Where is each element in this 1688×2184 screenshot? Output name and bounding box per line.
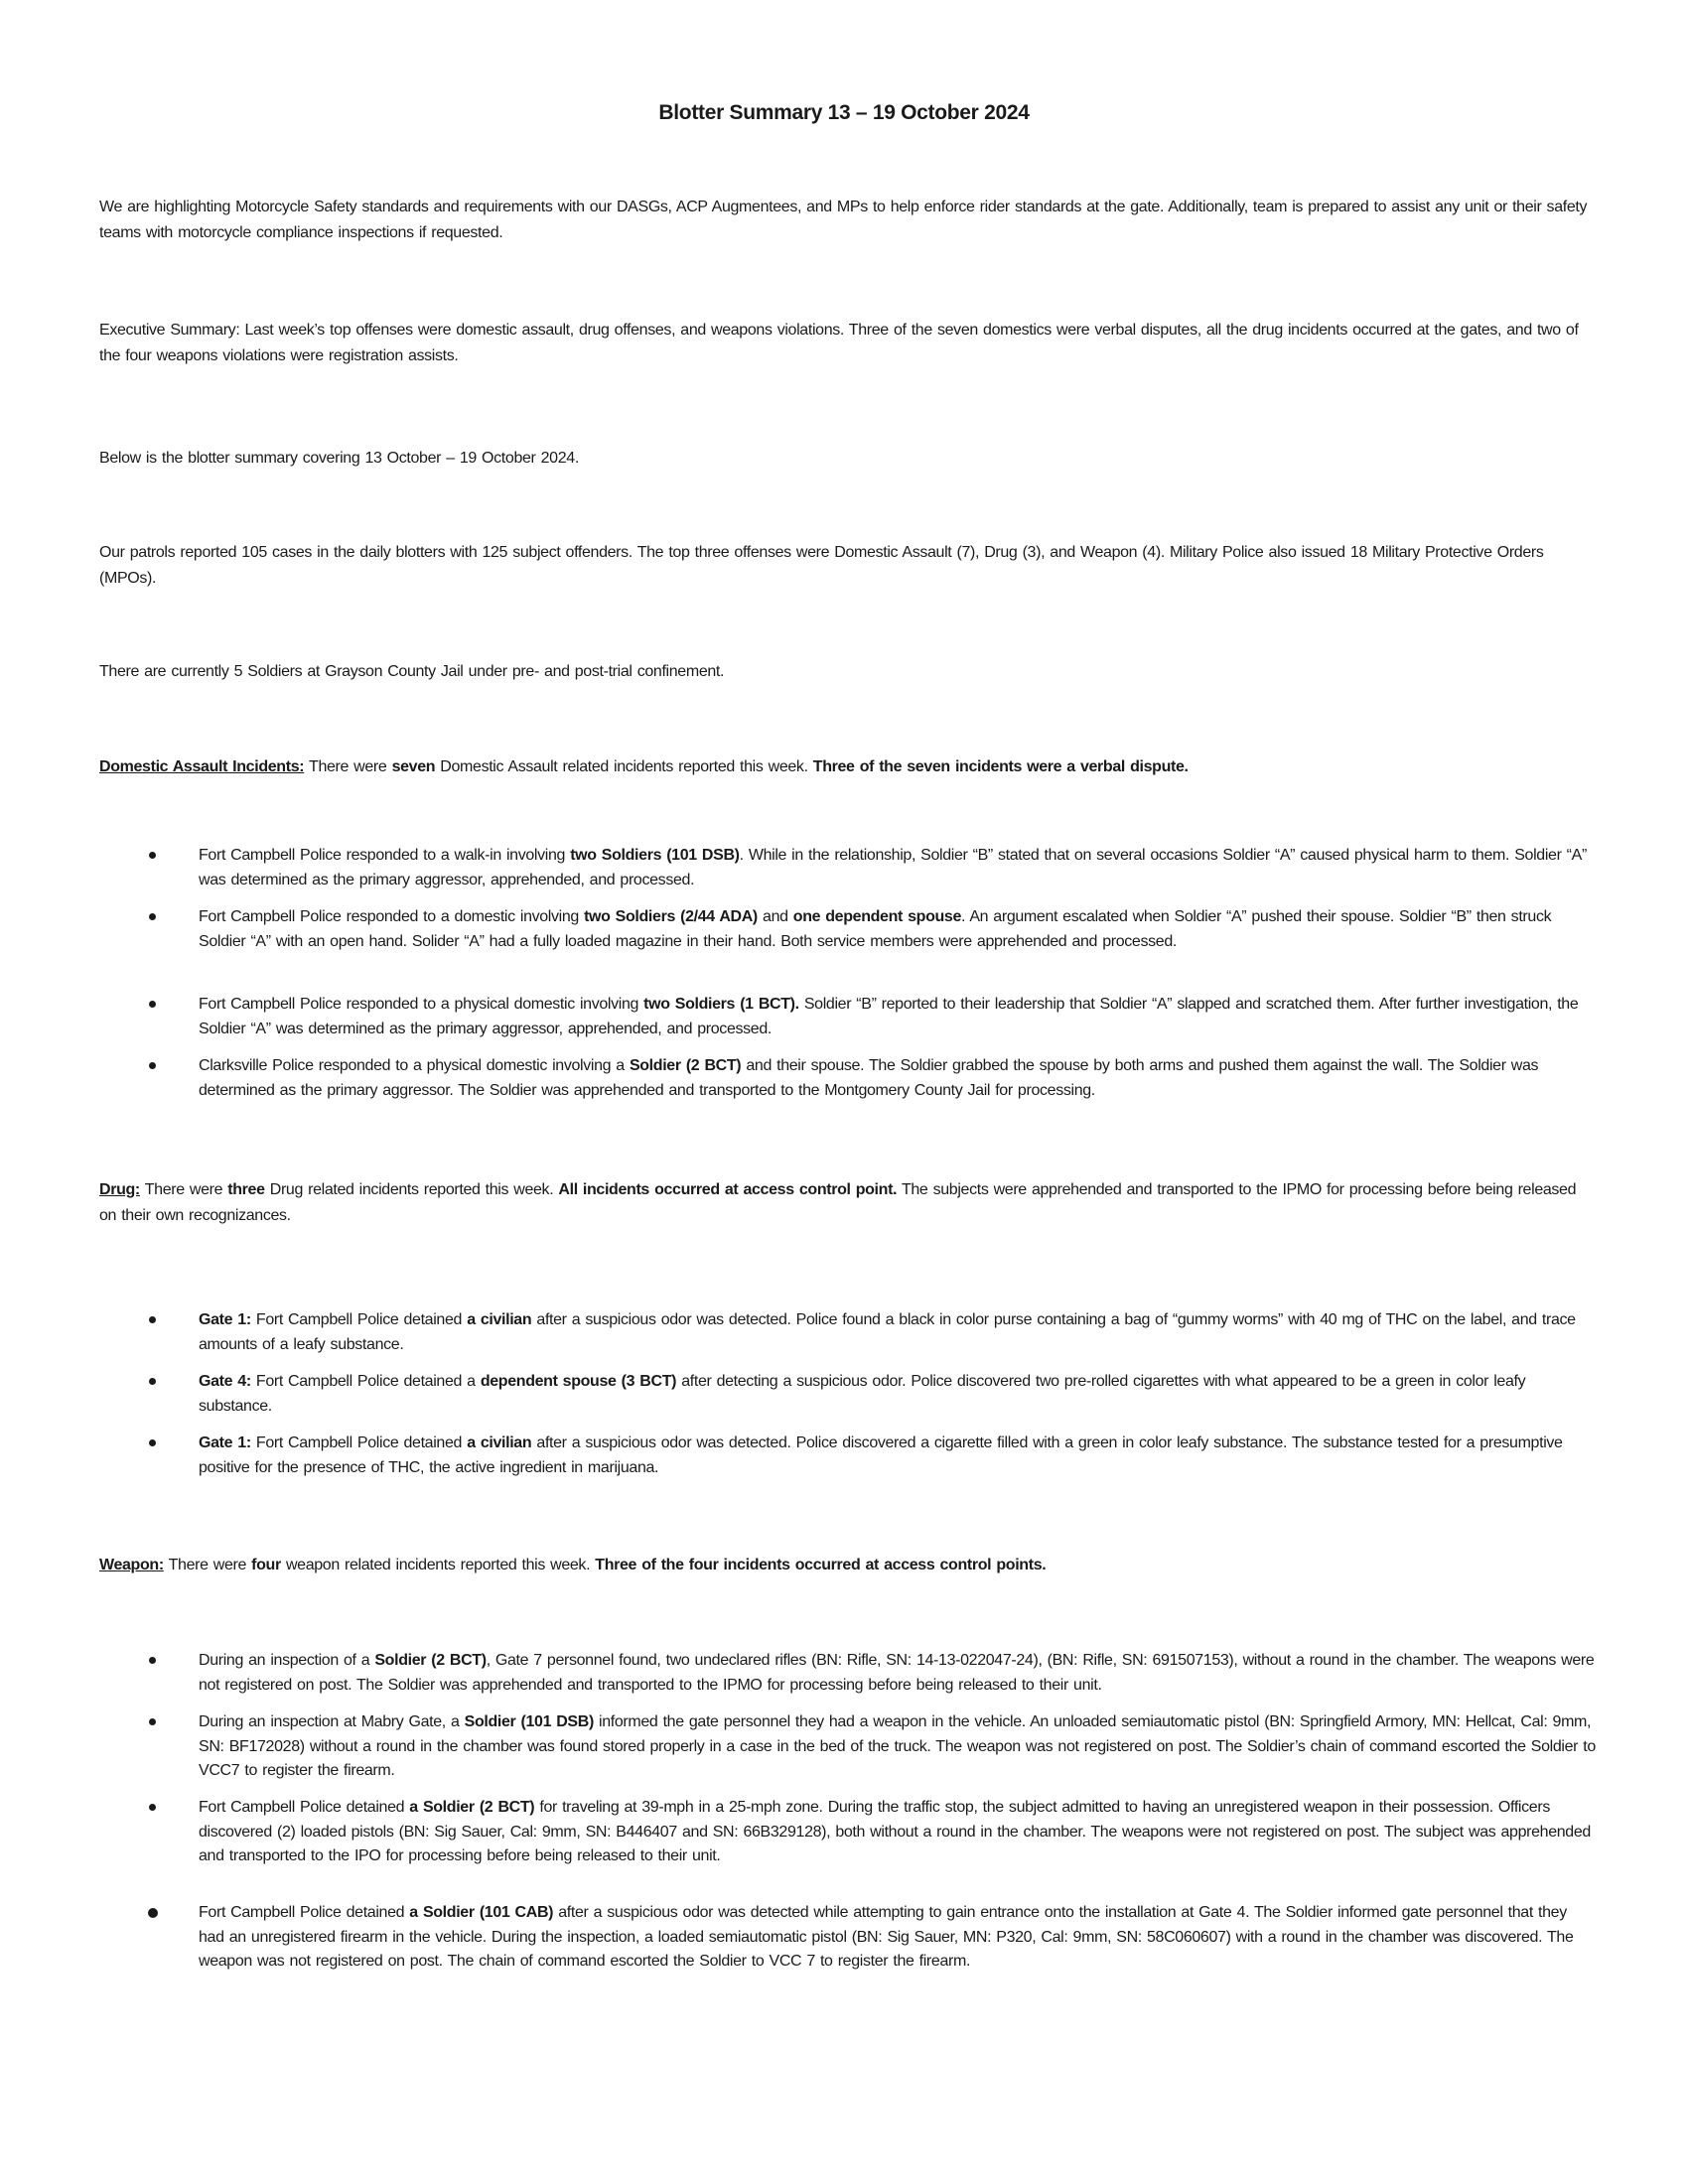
weapon-heading: Weapon: (99, 1557, 164, 1573)
weapon-count: four (251, 1557, 281, 1573)
drug-highlight: All incidents occurred at access control point. (558, 1181, 898, 1198)
incident-text-segment: informed the gate personnel they had a weapon in the vehicle. An unloaded semiautomatic pistol (BN: Springfield Armory, MN: Hellcat, Cal: 9mm, SN: BF172028) without a round in the chamber was found stored properly in a case in the bed of the truck. The weapon was not registered on post. The Soldier’s chain of command escorted the Soldier to VCC7 to register the firearm. (199, 1713, 1596, 1779)
drug-intro-text: There were (139, 1181, 228, 1198)
drug-section-header (99, 1177, 1589, 1229)
drug-count: three (227, 1181, 265, 1198)
incident-text (199, 1308, 1597, 1357)
incident-text-segment: after a suspicious odor was detected. Police found a black in color purse containing a bag of “gummy worms” with 40 mg of THC on the label, and trace amounts of a leafy substance. (199, 1311, 1576, 1353)
incident-text-segment: and their spouse. The Soldier grabbed the spouse by both arms and pushed them against the wall. The Soldier was determined as the primary aggressor. The Soldier was apprehended and transported to the Montgomery County Jail for processing. (199, 1057, 1539, 1099)
bullet-icon (149, 1062, 156, 1069)
incident-subject: a civilian (467, 1311, 532, 1328)
intro-paragraph: We are highlighting Motorcycle Safety standards and requirements with our DASGs, ACP Augmentees, and MPs to help enforce rider standards at the gate. Additionally, team is prepared to assist any unit or their safety teams with motorcycle compliance inspections if requested. (99, 199, 1588, 241)
executive-summary: Executive Summary: Last week’s top offenses were domestic assault, drug offenses, and weapons violations. Three of the seven domestics were verbal disputes, all the drug incidents occurred at the gates, and two of the four weapons violations were registration assists. (99, 322, 1579, 364)
incident-subject: one dependent spouse (792, 908, 962, 925)
incident-location: Gate 1: (199, 1434, 251, 1451)
incident-subject: Soldier (101 DSB) (464, 1713, 594, 1730)
document-title: Blotter Summary 13 – 19 October 2024 (658, 101, 1030, 124)
incident-subject: dependent spouse (3 BCT) (480, 1373, 677, 1390)
weapon-section-header (99, 1553, 1589, 1578)
incident-subject: two Soldiers (101 DSB) (570, 847, 740, 864)
domestic-intro-text-2: Domestic Assault related incidents reported this week. (435, 758, 813, 775)
incident-subject: two Soldiers (2/44 ADA) (584, 908, 758, 925)
drug-intro-text-2: Drug related incidents reported this week. (264, 1181, 559, 1198)
incident-text (199, 993, 1597, 1041)
bullet-icon (149, 1439, 156, 1446)
incident-location: Gate 1: (199, 1311, 251, 1328)
incident-text-segment: Fort Campbell Police responded to a walk-in involving (199, 847, 571, 864)
domestic-highlight: Three of the seven incidents were a verbal dispute. (812, 758, 1189, 775)
incident-subject: a civilian (467, 1434, 532, 1451)
bullet-icon (149, 1378, 156, 1385)
domestic-count: seven (391, 758, 436, 775)
incident-text (199, 905, 1597, 954)
incident-text-segment: Fort Campbell Police detained (250, 1311, 468, 1328)
incident-text-segment: after detecting a suspicious odor. Police discovered two pre-rolled cigarettes with what appeared to be a green in color leafy substance. (199, 1373, 1526, 1415)
incident-text-segment: after a suspicious odor was detected. Police discovered a cigarette filled with a green in color leafy substance. The substance tested for a presumptive positive for the presence of THC, the active ingredient in marijuana. (199, 1434, 1563, 1476)
incident-text-segment: Soldier “B” reported to their leadership that Soldier “A” slapped and scratched them. After further investigation, the Soldier “A” was determined as the primary aggressor, apprehended, and processed. (199, 996, 1579, 1037)
incident-text (199, 1710, 1597, 1784)
incident-text-segment: . An argument escalated when Soldier “A” pushed their spouse. Soldier “B” then struck Soldier “A” with an open hand. Solider “A” had a fully loaded magazine in their hand. Both service members were apprehended and processed. (199, 908, 1552, 950)
incident-subject: Soldier (2 BCT) (629, 1057, 742, 1074)
weapon-intro-text: There were (163, 1557, 252, 1573)
domestic-intro-text: There were (304, 758, 392, 775)
incident-text-segment: During an inspection of a (199, 1652, 375, 1669)
incident-location: Gate 4: (199, 1373, 251, 1390)
incident-text (199, 1796, 1597, 1869)
bullet-icon (148, 1908, 158, 1918)
incident-subject: two Soldiers (1 BCT). (643, 996, 799, 1013)
incident-text (199, 1649, 1597, 1698)
weapon-highlight: Three of the four incidents occurred at access control points. (595, 1557, 1047, 1573)
incident-text-segment: Fort Campbell Police responded to a physical domestic involving (199, 996, 644, 1013)
incident-subject: Soldier (2 BCT) (374, 1652, 487, 1669)
incident-text-segment: , Gate 7 personnel found, two undeclared rifles (BN: Rifle, SN: 14-13-022047-24), (BN: Rifle, SN: 691507153), without a round in the chamber. The weapons were not registered on post. The Soldier was apprehended and transported to the IPMO for processing before being released to their unit. (199, 1652, 1595, 1694)
bullet-icon (149, 913, 156, 920)
incident-text (199, 844, 1597, 892)
bullet-icon (149, 852, 156, 859)
coverage-paragraph: Below is the blotter summary covering 13 October – 19 October 2024. (99, 450, 579, 467)
incident-text-segment: Fort Campbell Police detained (199, 1904, 410, 1921)
incident-subject: a Soldier (101 CAB) (409, 1904, 554, 1921)
bullet-icon (149, 1001, 156, 1008)
incident-subject: a Soldier (2 BCT) (409, 1799, 535, 1816)
incident-text (199, 1370, 1597, 1419)
incident-text-segment: . While in the relationship, Soldier “B” stated that on several occasions Soldier “A” caused physical harm to them. Soldier “A” was determined as the primary aggressor, apprehended, and processed. (199, 847, 1587, 888)
incident-text-segment: Fort Campbell Police responded to a domestic involving (199, 908, 585, 925)
bullet-icon (149, 1804, 156, 1811)
weapon-intro-text-2: weapon related incidents reported this week. (280, 1557, 596, 1573)
incident-text (199, 1054, 1597, 1103)
bullet-icon (149, 1657, 156, 1664)
incident-text-segment: Fort Campbell Police detained (199, 1799, 410, 1816)
patrols-paragraph: Our patrols reported 105 cases in the daily blotters with 125 subject offenders. The top three offenses were Domestic Assault (7), Drug (3), and Weapon (4). Military Police also issued 18 Military Protective Orders (MPOs). (99, 544, 1544, 587)
drug-heading: Drug: (99, 1181, 140, 1198)
domestic-section-header (99, 754, 1589, 780)
incident-text-segment: Fort Campbell Police detained (250, 1434, 468, 1451)
incident-text-segment: after a suspicious odor was detected while attempting to gain entrance onto the installation at Gate 4. The Soldier informed gate personnel that they had an unregistered firearm in the vehicle. During the inspection, a loaded semiautomatic pistol (BN: Sig Sauer, MN: P320, Cal: 9mm, SN: 58C060607) with a round in the chamber was discovered. The weapon was not registered on post. The chain of command escorted the Soldier to VCC 7 to register the firearm. (199, 1904, 1574, 1970)
confinement-paragraph: There are currently 5 Soldiers at Grayson County Jail under pre- and post-trial confinement. (99, 663, 725, 680)
domestic-heading: Domestic Assault Incidents: (99, 758, 305, 775)
incident-text-segment: During an inspection at Mabry Gate, a (199, 1713, 465, 1730)
bullet-icon (149, 1718, 156, 1725)
incident-text-segment: Fort Campbell Police detained a (250, 1373, 481, 1390)
drug-intro-text-3: The subjects were apprehended and transported to the IPMO for processing before being released on their own recognizances. (99, 1181, 1577, 1224)
incident-text (199, 1432, 1597, 1480)
incident-text (199, 1901, 1597, 1975)
bullet-icon (149, 1316, 156, 1323)
incident-text-segment: and (757, 908, 793, 925)
incident-text-segment: Clarksville Police responded to a physical domestic involving a (199, 1057, 630, 1074)
incident-text-segment: for traveling at 39-mph in a 25-mph zone. During the traffic stop, the subject admitted to having an unregistered weapon in their possession. Officers discovered (2) loaded pistols (BN: Sig Sauer, Cal: 9mm, SN: B446407 and SN: 66B329128), both without a round in the chamber. The weapons were not registered on post. The subject was apprehended and transported to the IPO for processing before being released to their unit. (199, 1799, 1591, 1864)
